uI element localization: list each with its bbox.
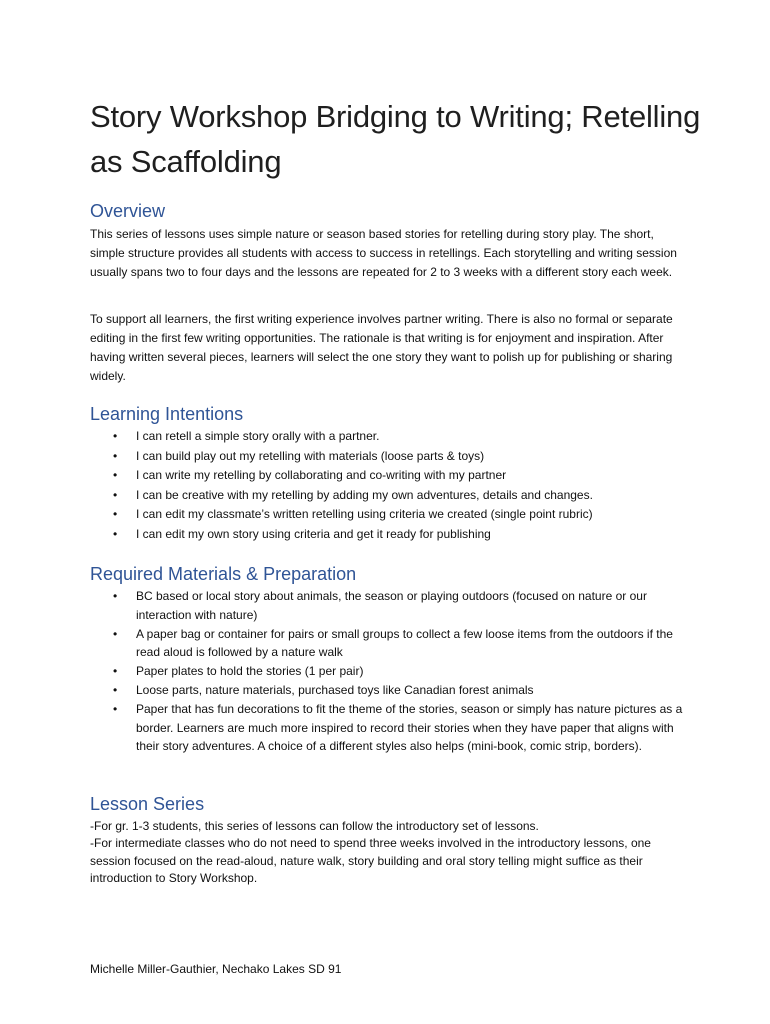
bullet-icon: • bbox=[113, 701, 118, 716]
bullet-icon: • bbox=[113, 429, 118, 443]
list-item bbox=[90, 447, 690, 467]
list-item bbox=[90, 700, 690, 756]
list-item-text: I can edit my own story using criteria and get it ready for publishing bbox=[136, 526, 491, 541]
list-item bbox=[90, 525, 690, 545]
document-title: Story Workshop Bridging to Writing; Retelling as Scaffolding bbox=[90, 99, 701, 179]
list-item bbox=[90, 625, 690, 663]
bullet-icon: • bbox=[113, 626, 118, 641]
list-item-text: I can be creative with my retelling by adding my own adventures, details and changes. bbox=[136, 487, 593, 502]
list-item bbox=[90, 681, 690, 700]
list-item bbox=[90, 587, 690, 625]
list-item-text: I can edit my classmate’s written retelling using criteria we created (single point rubric) bbox=[136, 507, 593, 522]
bullet-icon: • bbox=[113, 507, 118, 522]
bullet-icon: • bbox=[113, 468, 118, 483]
bullet-icon: • bbox=[113, 664, 118, 679]
footer-author: Michelle Miller-Gauthier, Nechako Lakes SD 91 bbox=[90, 962, 342, 976]
lesson-series-line-2: -For intermediate classes who do not need to spend three weeks involved in the introductory lessons, one session focused on the read-aloud, nature walk, story building and oral story telling might suffice as their introduction to Story Workshop. bbox=[90, 836, 651, 885]
list-item-text: I can write my retelling by collaborating and co-writing with my partner bbox=[136, 468, 507, 483]
list-item bbox=[90, 466, 690, 486]
bullet-icon: • bbox=[113, 448, 118, 463]
list-item-text: I can retell a simple story orally with a partner. bbox=[136, 429, 380, 443]
list-item bbox=[90, 486, 690, 506]
overview-paragraph-1: This series of lessons uses simple nature or season based stories for retelling during story play. The short, simple structure provides all students with access to success in retellings. Each storytelling and writing session usually spans two to four days and the lessons are repeated for 2 to 3 weeks with a different story each week. bbox=[90, 227, 677, 279]
materials-list bbox=[90, 587, 690, 756]
list-item bbox=[90, 662, 690, 681]
list-item-text: A paper bag or container for pairs or small groups to collect a few loose items from the outdoors if the read aloud is followed by a nature walk bbox=[136, 626, 673, 660]
list-item-text: Paper that has fun decorations to fit the theme of the stories, season or simply has nature pictures as a border. Learners are much more inspired to record their stories when they have paper that aligns with their story adventures. A choice of a different styles also helps (mini-book, comic strip, borders). bbox=[136, 701, 683, 754]
overview-paragraph-2: To support all learners, the first writing experience involves partner writing. There is also no formal or separate editing in the first few writing opportunities. The rationale is that writing is for enjoyment and inspiration. After having written several pieces, learners will select the one story they want to polish up for publishing or sharing widely. bbox=[90, 312, 673, 383]
bullet-icon: • bbox=[113, 526, 118, 541]
list-item-text: Loose parts, nature materials, purchased toys like Canadian forest animals bbox=[136, 682, 534, 697]
bullet-icon: • bbox=[113, 589, 118, 603]
list-item-text: BC based or local story about animals, the season or playing outdoors (focused on nature or our interaction with nature) bbox=[136, 589, 647, 622]
lesson-series-heading: Lesson Series bbox=[90, 794, 205, 814]
list-item-text: I can build play out my retelling with materials (loose parts & toys) bbox=[136, 448, 485, 463]
overview-heading: Overview bbox=[90, 201, 166, 221]
learning-intentions-list bbox=[90, 427, 690, 545]
bullet-icon: • bbox=[113, 682, 118, 697]
bullet-icon: • bbox=[113, 487, 118, 502]
materials-heading: Required Materials & Preparation bbox=[90, 564, 357, 584]
list-item-text: Paper plates to hold the stories (1 per pair) bbox=[136, 664, 364, 679]
list-item bbox=[90, 427, 690, 447]
list-item bbox=[90, 505, 690, 525]
learning-intentions-heading: Learning Intentions bbox=[90, 404, 244, 424]
lesson-series-line-1: -For gr. 1-3 students, this series of lessons can follow the introductory set of lessons. bbox=[90, 819, 539, 833]
